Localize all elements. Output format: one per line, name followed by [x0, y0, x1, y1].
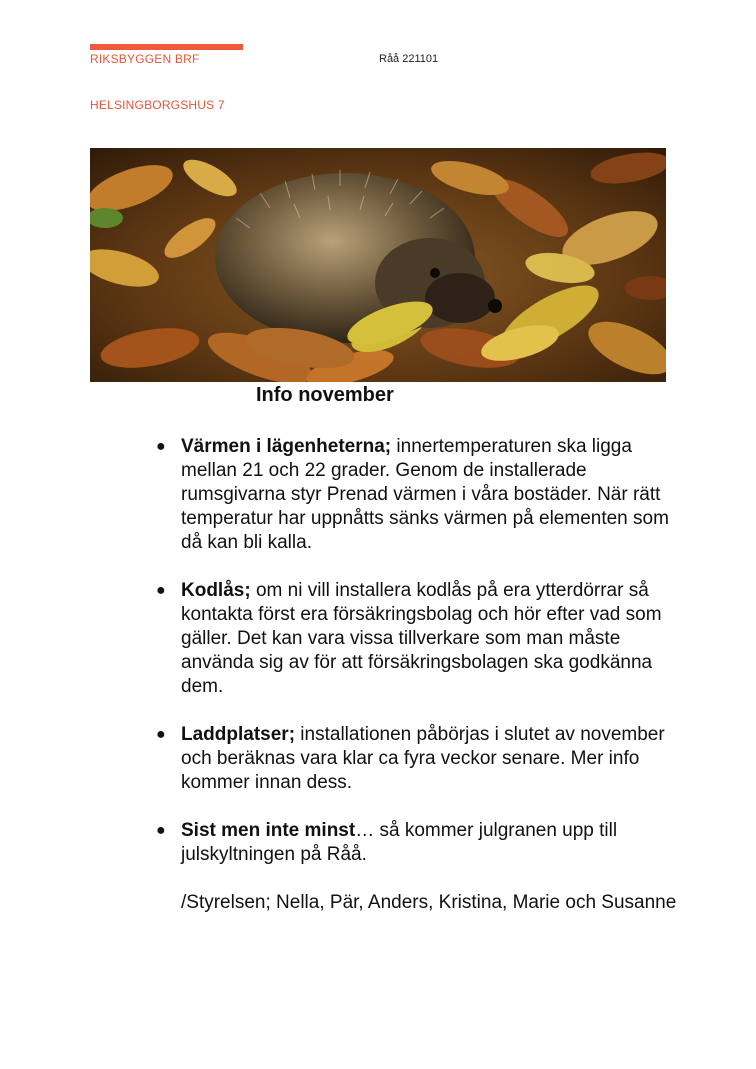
list-item-last — [156, 819, 681, 867]
house-name: HELSINGBORGSHUS 7 — [90, 98, 225, 112]
item-heading: Kodlås; — [181, 580, 251, 601]
list-item-code-lock — [156, 579, 681, 699]
list-item-heating — [156, 435, 681, 555]
item-heading: Sist men inte minst — [181, 820, 356, 841]
accent-bar — [90, 44, 243, 50]
item-text: innertemperaturen ska ligga mellan 21 och 22 grader. Genom de installerade rumsgivarna styr Prenad värmen i våra bostäder. När rätt temperatur har uppnåtts sänks värmen på elementen som då kan bli kalla. — [181, 436, 669, 553]
org-name: RIKSBYGGEN BRF — [90, 52, 200, 66]
item-text: om ni vill installera kodlås på era ytterdörrar så kontakta först era försäkringsbolag och hör efter vad som gäller. Det kan vara vissa tillverkare som man måste använda sig av för att försäkringsbolagen ska godkänna dem. — [181, 580, 662, 697]
hedgehog-photo — [90, 148, 666, 382]
bullet-icon: ● — [156, 822, 166, 839]
item-heading: Värmen i lägenheterna; — [181, 436, 392, 457]
signature: /Styrelsen; Nella, Pär, Anders, Kristina, Marie och Susanne — [181, 892, 677, 913]
bullet-icon: ● — [156, 438, 166, 455]
item-text: … så kommer julgranen upp till julskyltningen på Råå. — [181, 820, 618, 865]
info-list — [156, 435, 681, 915]
bullet-icon: ● — [156, 726, 166, 743]
document-date: Råå 221101 — [379, 53, 439, 65]
bullet-icon: ● — [156, 582, 166, 599]
item-text: installationen påbörjas i slutet av november och beräknas vara klar ca fyra veckor senare. Mer info kommer innan dess. — [181, 724, 665, 793]
page-title: Info november — [256, 384, 394, 406]
item-heading: Laddplatser; — [181, 724, 296, 745]
list-item-charging — [156, 723, 681, 795]
